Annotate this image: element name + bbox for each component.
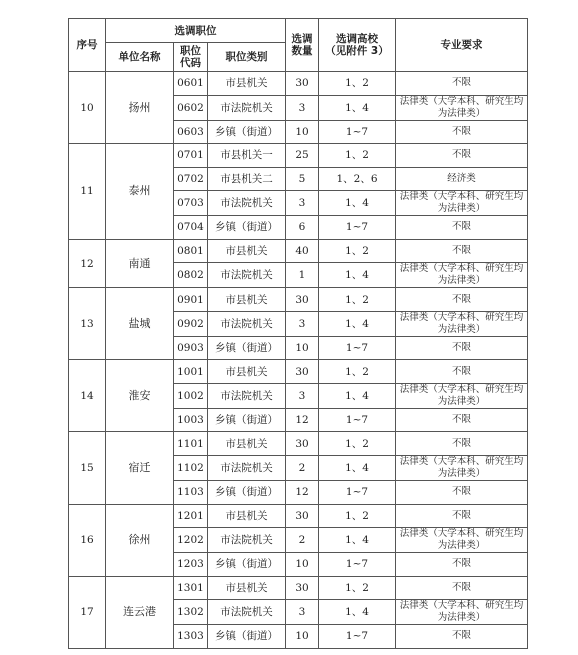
code-cell: 0702: [174, 167, 208, 191]
category-cell: 乡镇（街道）: [208, 625, 286, 649]
code-cell: 0603: [174, 120, 208, 144]
category-cell: 市县机关: [208, 576, 286, 600]
count-cell: 12: [286, 408, 319, 432]
category-cell: 乡镇（街道）: [208, 120, 286, 144]
table-body: [69, 72, 528, 649]
schools-cell: 1~7: [319, 481, 396, 505]
header-count: [286, 19, 319, 72]
count-cell: 3: [286, 311, 319, 336]
count-cell: 10: [286, 553, 319, 577]
schools-cell: 1、4: [319, 263, 396, 288]
category-cell: 市县机关一: [208, 144, 286, 168]
header-unit: 单位名称: [106, 43, 174, 72]
category-cell: 市县机关: [208, 239, 286, 263]
code-cell: 1203: [174, 553, 208, 577]
schools-cell: 1、2: [319, 576, 396, 600]
schools-cell: 1、2: [319, 72, 396, 96]
schools-cell: 1、4: [319, 456, 396, 481]
count-cell: 1: [286, 263, 319, 288]
count-cell: 3: [286, 383, 319, 408]
requirement-cell: 法律类（大学本科、研究生均为法律类）: [396, 456, 528, 481]
requirement-cell: 不限: [396, 239, 528, 263]
header-code-line2: 代码: [180, 57, 201, 69]
schools-cell: 1、2: [319, 144, 396, 168]
code-cell: 1003: [174, 408, 208, 432]
category-cell: 市县机关: [208, 288, 286, 312]
category-cell: 市法院机关: [208, 600, 286, 625]
requirement-cell: 法律类（大学本科、研究生均为法律类）: [396, 191, 528, 216]
header-schools-line1: 选调高校: [336, 33, 379, 45]
category-cell: 市法院机关: [208, 311, 286, 336]
schools-cell: 1、2: [319, 432, 396, 456]
header-count-line1: 选调: [291, 33, 313, 45]
code-cell: 0701: [174, 144, 208, 168]
header-count-line2: 数量: [291, 45, 313, 57]
requirement-cell: 经济类: [396, 167, 528, 191]
requirement-cell: 不限: [396, 625, 528, 649]
unit-cell: 泰州: [106, 144, 174, 240]
requirement-cell: 不限: [396, 408, 528, 432]
code-cell: 1103: [174, 481, 208, 505]
code-cell: 1302: [174, 600, 208, 625]
count-cell: 2: [286, 528, 319, 553]
header-position-group: 选调职位: [106, 19, 286, 43]
schools-cell: 1~7: [319, 625, 396, 649]
count-cell: 3: [286, 191, 319, 216]
category-cell: 市法院机关: [208, 191, 286, 216]
count-cell: 40: [286, 239, 319, 263]
schools-cell: 1~7: [319, 216, 396, 240]
code-cell: 0601: [174, 72, 208, 96]
schools-cell: 1~7: [319, 553, 396, 577]
seq-cell: 17: [69, 576, 106, 648]
code-cell: 1201: [174, 504, 208, 528]
code-cell: 0902: [174, 311, 208, 336]
requirement-cell: 法律类（大学本科、研究生均为法律类）: [396, 600, 528, 625]
table-row: [69, 432, 528, 456]
count-cell: 5: [286, 167, 319, 191]
code-cell: 0704: [174, 216, 208, 240]
unit-cell: 盐城: [106, 288, 174, 360]
code-cell: 0903: [174, 336, 208, 360]
table-row: [69, 576, 528, 600]
code-cell: 1001: [174, 360, 208, 384]
requirement-cell: 法律类（大学本科、研究生均为法律类）: [396, 311, 528, 336]
header-seq: 序号: [69, 19, 106, 72]
seq-cell: 10: [69, 72, 106, 144]
schools-cell: 1、2: [319, 360, 396, 384]
seq-cell: 14: [69, 360, 106, 432]
count-cell: 30: [286, 504, 319, 528]
requirement-cell: 不限: [396, 288, 528, 312]
table-row: [69, 360, 528, 384]
table-row: [69, 504, 528, 528]
category-cell: 市法院机关: [208, 528, 286, 553]
code-cell: 1101: [174, 432, 208, 456]
count-cell: 10: [286, 336, 319, 360]
count-cell: 2: [286, 456, 319, 481]
requirement-cell: 法律类（大学本科、研究生均为法律类）: [396, 263, 528, 288]
requirement-cell: 法律类（大学本科、研究生均为法律类）: [396, 383, 528, 408]
seq-cell: 13: [69, 288, 106, 360]
code-cell: 0801: [174, 239, 208, 263]
code-cell: 0703: [174, 191, 208, 216]
category-cell: 市县机关: [208, 504, 286, 528]
header-schools-line2: （见附件 3）: [325, 45, 389, 57]
header-category: 职位类别: [208, 43, 286, 72]
unit-cell: 徐州: [106, 504, 174, 576]
requirement-cell: 不限: [396, 120, 528, 144]
requirement-cell: 不限: [396, 216, 528, 240]
category-cell: 乡镇（街道）: [208, 408, 286, 432]
recruitment-table: [68, 18, 528, 649]
schools-cell: 1、4: [319, 191, 396, 216]
schools-cell: 1、4: [319, 311, 396, 336]
unit-cell: 南通: [106, 239, 174, 288]
category-cell: 乡镇（街道）: [208, 481, 286, 505]
category-cell: 市县机关: [208, 72, 286, 96]
schools-cell: 1、4: [319, 383, 396, 408]
code-cell: 1002: [174, 383, 208, 408]
schools-cell: 1、2: [319, 504, 396, 528]
header-code: [174, 43, 208, 72]
code-cell: 1102: [174, 456, 208, 481]
requirement-cell: 不限: [396, 360, 528, 384]
unit-cell: 连云港: [106, 576, 174, 648]
count-cell: 10: [286, 120, 319, 144]
table-row: [69, 239, 528, 263]
requirement-cell: 不限: [396, 576, 528, 600]
unit-cell: 淮安: [106, 360, 174, 432]
category-cell: 乡镇（街道）: [208, 216, 286, 240]
table-row: [69, 72, 528, 96]
requirement-cell: 法律类（大学本科、研究生均为法律类）: [396, 528, 528, 553]
count-cell: 30: [286, 432, 319, 456]
code-cell: 0802: [174, 263, 208, 288]
requirement-cell: 不限: [396, 144, 528, 168]
table-row: [69, 144, 528, 168]
seq-cell: 15: [69, 432, 106, 504]
seq-cell: 16: [69, 504, 106, 576]
count-cell: 3: [286, 600, 319, 625]
requirement-cell: 不限: [396, 553, 528, 577]
header-schools: [319, 19, 396, 72]
requirement-cell: 不限: [396, 72, 528, 96]
requirement-cell: 不限: [396, 432, 528, 456]
count-cell: 25: [286, 144, 319, 168]
count-cell: 6: [286, 216, 319, 240]
category-cell: 市县机关: [208, 432, 286, 456]
category-cell: 市法院机关: [208, 95, 286, 120]
requirement-cell: 不限: [396, 336, 528, 360]
code-cell: 1303: [174, 625, 208, 649]
code-cell: 0602: [174, 95, 208, 120]
schools-cell: 1、4: [319, 528, 396, 553]
schools-cell: 1、2: [319, 288, 396, 312]
requirement-cell: 法律类（大学本科、研究生均为法律类）: [396, 95, 528, 120]
count-cell: 10: [286, 625, 319, 649]
category-cell: 乡镇（街道）: [208, 336, 286, 360]
count-cell: 3: [286, 95, 319, 120]
schools-cell: 1、2: [319, 239, 396, 263]
seq-cell: 11: [69, 144, 106, 240]
requirement-cell: 不限: [396, 481, 528, 505]
schools-cell: 1~7: [319, 336, 396, 360]
count-cell: 30: [286, 360, 319, 384]
seq-cell: 12: [69, 239, 106, 288]
category-cell: 市法院机关: [208, 383, 286, 408]
unit-cell: 宿迁: [106, 432, 174, 504]
code-cell: 0901: [174, 288, 208, 312]
schools-cell: 1、4: [319, 600, 396, 625]
unit-cell: 扬州: [106, 72, 174, 144]
schools-cell: 1~7: [319, 408, 396, 432]
header-code-line1: 职位: [180, 45, 201, 57]
schools-cell: 1、4: [319, 95, 396, 120]
header-requirement: 专业要求: [396, 19, 528, 72]
table-header: [69, 19, 528, 72]
requirement-cell: 不限: [396, 504, 528, 528]
category-cell: 乡镇（街道）: [208, 553, 286, 577]
category-cell: 市法院机关: [208, 263, 286, 288]
category-cell: 市法院机关: [208, 456, 286, 481]
count-cell: 30: [286, 72, 319, 96]
category-cell: 市县机关二: [208, 167, 286, 191]
count-cell: 30: [286, 576, 319, 600]
count-cell: 12: [286, 481, 319, 505]
count-cell: 30: [286, 288, 319, 312]
schools-cell: 1~7: [319, 120, 396, 144]
schools-cell: 1、2、6: [319, 167, 396, 191]
code-cell: 1301: [174, 576, 208, 600]
table-row: [69, 288, 528, 312]
category-cell: 市县机关: [208, 360, 286, 384]
code-cell: 1202: [174, 528, 208, 553]
